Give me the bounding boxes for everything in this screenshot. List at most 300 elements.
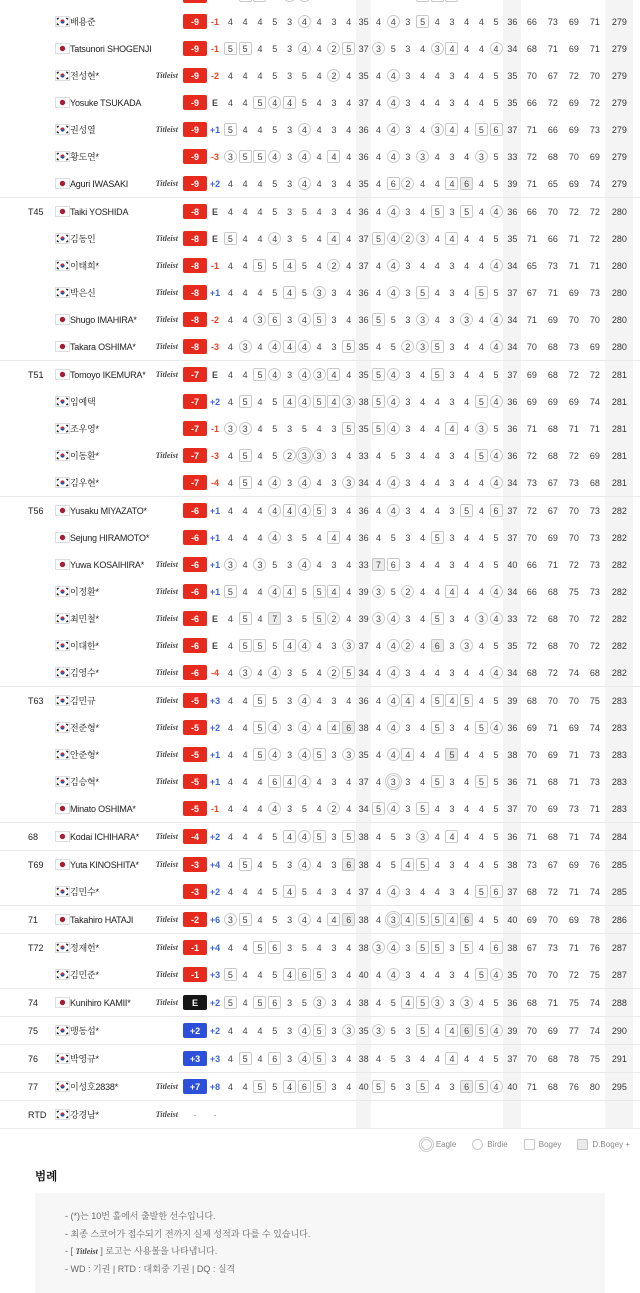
total-par-badge: -3 (183, 884, 207, 899)
hole-score-out-5: 3 (287, 997, 293, 1008)
hole-score-out-4: 5 (272, 1081, 278, 1092)
hole-score-in-9: 4 (489, 1017, 504, 1044)
player-name[interactable]: 김영수* (70, 668, 99, 678)
dbogey-icon (577, 1139, 588, 1150)
player-name[interactable]: 김우현* (70, 478, 99, 488)
hole-score-out-4: 4 (267, 741, 282, 768)
player-name[interactable]: 전성현* (70, 71, 99, 81)
hole-score-in-8: 5 (474, 1073, 489, 1100)
hole-score-in-9: 5 (493, 749, 499, 760)
today-score: +2 (209, 886, 221, 897)
total-par-badge: -7 (183, 367, 207, 382)
flag-kr-icon (54, 578, 70, 605)
hole-score-out-8: 3 (331, 124, 337, 135)
today-score: +2 (209, 1025, 221, 1036)
player-row (0, 714, 640, 741)
player-row (0, 89, 640, 116)
player-name[interactable]: 이태희* (70, 261, 99, 271)
today-score: +2 (209, 997, 221, 1008)
total-par-badge: -2 (183, 912, 207, 927)
hole-score-in-1: 4 (376, 722, 382, 733)
hole-score-out-4: 6 (267, 306, 282, 333)
round-3-score: 70 (568, 695, 579, 706)
player-name[interactable]: Yusaku MIYAZATO* (70, 505, 147, 516)
score-badge-cell (183, 442, 207, 469)
round-1-score: 70 (526, 341, 537, 352)
hole-score-in-9: 4 (489, 659, 504, 686)
out-total: 35 (356, 62, 371, 89)
player-name[interactable]: 배용준 (70, 17, 96, 27)
in-total: 34 (503, 35, 521, 62)
hole-score-in-2: 5 (390, 831, 396, 842)
total-strokes: 282 (605, 659, 633, 686)
total-strokes: 281 (605, 415, 633, 442)
hole-score-out-1: 4 (227, 369, 233, 380)
in-total: 35 (503, 632, 521, 659)
today-score: +1 (209, 559, 221, 570)
today-score: -4 (210, 667, 219, 678)
round-1-score: 70 (526, 532, 537, 543)
hole-score-in-6: 3 (449, 477, 455, 488)
hole-score-out-1: 4 (227, 942, 233, 953)
hole-score-in-4: 4 (420, 450, 426, 461)
hole-score-in-4: 5 (415, 906, 430, 933)
hole-score-in-5: 5 (430, 768, 445, 795)
hole-score-out-6: 4 (297, 906, 312, 933)
round-1-score: 66 (526, 559, 537, 570)
hole-score-out-3: 5 (253, 714, 268, 741)
player-name[interactable]: 황도연* (70, 152, 99, 162)
player-name[interactable]: 이성호2838* (70, 1082, 119, 1092)
hole-score-in-4: 4 (420, 124, 426, 135)
round-2-score: 70 (547, 206, 558, 217)
player-name[interactable]: Minato OSHIMA* (70, 803, 136, 814)
hole-score-in-1: 4 (376, 886, 382, 897)
flag-jp-icon (54, 551, 70, 578)
flag-kr-icon (54, 1045, 70, 1072)
score-badge-cell (183, 906, 207, 933)
hole-score-out-4: 4 (267, 333, 282, 360)
player-name[interactable]: 김승혁* (70, 777, 99, 787)
out-total: 35 (356, 741, 371, 768)
out-total: 40 (356, 961, 371, 988)
round-1-score: 69 (526, 722, 537, 733)
hole-score-in-7: 4 (464, 43, 470, 54)
hole-score-out-6: 6 (297, 961, 312, 988)
hole-score-in-6: 4 (445, 578, 460, 605)
titleist-ball-logo: Titleist (155, 288, 178, 297)
hole-score-out-2: 4 (242, 695, 248, 706)
round-1-score: 66 (526, 206, 537, 217)
hole-score-out-5: 3 (287, 613, 293, 624)
hole-score-out-6 (297, 1101, 312, 1128)
hole-score-in-1: 5 (371, 388, 386, 415)
round-3-score: 69 (568, 97, 579, 108)
hole-score-out-3: 3 (253, 306, 268, 333)
hole-score-out-9: 4 (346, 997, 352, 1008)
player-name[interactable]: Yosuke TSUKADA (70, 97, 142, 108)
player-name[interactable] (70, 0, 155, 8)
total-par-badge: -8 (183, 339, 207, 354)
hole-score-out-4: 5 (272, 206, 278, 217)
hole-score-in-8: 3 (474, 605, 489, 632)
player-name[interactable]: 맹동섭* (70, 1026, 99, 1036)
hole-score-out-9: 5 (341, 415, 356, 442)
hole-score-in-2: 4 (386, 632, 401, 659)
round-3-score: 69 (568, 124, 579, 135)
round-1-score: 69 (526, 914, 537, 925)
out-total: 36 (356, 687, 371, 714)
round-2-score: 72 (547, 97, 558, 108)
hole-score-out-1: 5 (223, 116, 238, 143)
today-score: -3 (210, 450, 219, 461)
hole-score-out-1: 4 (227, 831, 233, 842)
flag-jp-icon (54, 823, 70, 850)
hole-score-out-9: 4 (346, 287, 352, 298)
hole-score-out-5: 4 (282, 823, 297, 850)
player-name[interactable]: 이대한* (70, 641, 99, 651)
hole-score-in-5: 4 (434, 70, 440, 81)
hole-score-out-2: 4 (242, 287, 248, 298)
hole-score-out-4: 5 (272, 914, 278, 925)
hole-score-out-9: 4 (346, 369, 352, 380)
player-name[interactable]: Kunihiro KAMII* (70, 997, 131, 1008)
hole-score-in-7: 4 (464, 16, 470, 27)
hole-score-in-4: 4 (420, 667, 426, 678)
hole-score-in-8: 4 (478, 914, 484, 925)
total-strokes: 285 (605, 851, 633, 878)
player-row (0, 878, 640, 905)
today-score: +3 (209, 969, 221, 980)
hole-score-in-5: 5 (430, 934, 445, 961)
player-name[interactable]: 박영규* (70, 1054, 99, 1064)
hole-score-out-4: 6 (267, 1045, 282, 1072)
round-4-score: 75 (589, 969, 600, 980)
hole-score-in-6: 3 (449, 942, 455, 953)
hole-score-in-1: 5 (371, 225, 386, 252)
hole-score-out-7: 4 (316, 477, 322, 488)
hole-score-in-1: 4 (376, 70, 382, 81)
hole-score-out-8: 3 (331, 969, 337, 980)
player-name[interactable]: Kodai ICHIHARA* (70, 831, 140, 842)
hole-score-in-9: 5 (493, 532, 499, 543)
titleist-ball-logo: Titleist (155, 587, 178, 596)
today-score: - (213, 1109, 217, 1120)
hole-score-in-2: 4 (386, 714, 401, 741)
hole-score-in-2: 5 (390, 314, 396, 325)
hole-score-in-7: 4 (464, 369, 470, 380)
hole-score-in-3: 3 (405, 803, 411, 814)
round-2-score: 71 (547, 43, 558, 54)
hole-score-in-2: 4 (386, 225, 401, 252)
total-strokes: 279 (605, 89, 633, 116)
hole-score-in-5: 4 (434, 1025, 440, 1036)
player-name[interactable]: 이동환* (70, 451, 99, 461)
hole-score-in-3: 3 (405, 97, 411, 108)
flag-jp-icon (54, 497, 70, 524)
hole-score-in-8: 4 (478, 640, 484, 651)
hole-score-in-8: 5 (474, 714, 489, 741)
hole-score-out-7: 4 (316, 70, 322, 81)
hole-score-in-9: 5 (493, 640, 499, 651)
hole-score-in-1: 4 (376, 749, 382, 760)
hole-score-out-1: 4 (227, 1025, 233, 1036)
hole-score-out-1: 4 (227, 803, 233, 814)
hole-score-out-9: 4 (346, 559, 352, 570)
out-total: 34 (356, 659, 371, 686)
total-strokes: 280 (605, 306, 633, 333)
hole-score-out-7: 4 (316, 206, 322, 217)
hole-score-out-5 (282, 1101, 297, 1128)
hole-score-out-8: 3 (331, 178, 337, 189)
round-3-score: 76 (568, 1081, 579, 1092)
round-4-score (584, 0, 605, 8)
hole-score-in-7: 3 (459, 632, 474, 659)
hole-score-out-1: 5 (223, 578, 238, 605)
out-total: 37 (356, 252, 371, 279)
player-name[interactable]: Yuwa KOSAIHIRA* (70, 559, 145, 570)
hole-score-out-1: 5 (223, 225, 238, 252)
hole-score-in-3: 2 (401, 333, 416, 360)
player-name[interactable]: Taiki YOSHIDA (70, 206, 129, 217)
total-par-badge: +3 (183, 1051, 207, 1066)
player-name[interactable]: 권성열 (70, 125, 96, 135)
hole-score-out-9: 4 (346, 233, 352, 244)
flag-kr-icon (54, 714, 70, 741)
today-score: -2 (210, 70, 219, 81)
hole-score-out-8: 3 (331, 477, 337, 488)
hole-score-out-7: 5 (312, 823, 327, 850)
player-row (0, 197, 640, 225)
hole-score-in-7: 4 (464, 969, 470, 980)
player-name[interactable]: Yuta KINOSHITA* (70, 859, 139, 870)
today-score: -1 (210, 803, 219, 814)
score-badge-cell (183, 714, 207, 741)
hole-score-out-2: 4 (242, 1081, 248, 1092)
hole-score-out-7: 5 (312, 497, 327, 524)
total-strokes: 288 (605, 989, 633, 1016)
rank: T63 (28, 695, 44, 706)
round-2-score: 68 (547, 586, 558, 597)
round-2-score: 73 (547, 260, 558, 271)
titleist-ball-logo: Titleist (155, 234, 178, 243)
hole-score-in-9: 5 (493, 70, 499, 81)
score-badge-cell (183, 388, 207, 415)
ball-logo-empty (155, 1017, 183, 1044)
hole-score-out-8: 2 (327, 659, 342, 686)
hole-score-in-3: 4 (401, 741, 416, 768)
rank: RTD (28, 1109, 47, 1120)
hole-score-in-2: 4 (386, 961, 401, 988)
in-total: 37 (503, 1045, 521, 1072)
round-2-score: 70 (547, 695, 558, 706)
in-total: 37 (503, 116, 521, 143)
hole-score-out-1: 4 (227, 97, 233, 108)
hole-score-out-9: 4 (346, 803, 352, 814)
today-score: +8 (209, 1081, 221, 1092)
player-name[interactable]: 김동인 (70, 234, 96, 244)
hole-score-out-6: 4 (297, 8, 312, 35)
hole-score-out-2: 4 (242, 722, 248, 733)
player-name[interactable]: Shugo IMAHIRA* (70, 314, 137, 325)
round-4-score: 80 (589, 1081, 600, 1092)
hole-score-out-4: 4 (267, 89, 282, 116)
out-total: 36 (356, 279, 371, 306)
player-name[interactable]: 김민준* (70, 970, 99, 980)
player-name[interactable]: 강경남* (70, 1110, 99, 1120)
hole-score-in-3: 2 (401, 225, 416, 252)
hole-score-in-8: 4 (478, 1053, 484, 1064)
hole-score-out-4: 6 (267, 989, 282, 1016)
round-3-score: 69 (568, 16, 579, 27)
rank (28, 524, 54, 551)
hole-score-in-3: 3 (405, 613, 411, 624)
hole-score-in-2: 4 (386, 143, 401, 170)
total-strokes: 280 (605, 333, 633, 360)
out-total: 35 (356, 361, 371, 388)
note-line: - 최종 스코어가 접수되기 전까지 실제 성적과 다를 수 있습니다. (65, 1228, 311, 1239)
ball-logo-empty (155, 415, 183, 442)
hole-score-out-8: 3 (331, 206, 337, 217)
player-name[interactable]: 전준형* (70, 723, 99, 733)
eagle-icon (421, 1139, 432, 1150)
hole-score-out-3: 5 (253, 89, 268, 116)
hole-score-out-2 (238, 1101, 253, 1128)
today-score: +4 (209, 942, 221, 953)
player-name[interactable]: 최민철* (70, 614, 99, 624)
round-3-score: 70 (568, 151, 579, 162)
hole-score-in-6: 3 (449, 886, 455, 897)
hole-score-out-3 (253, 1101, 268, 1128)
ball-logo-empty (155, 0, 183, 8)
hole-score-in-4: 4 (420, 559, 426, 570)
player-name[interactable]: Takara OSHIMA* (70, 341, 136, 352)
score-badge-cell (183, 0, 207, 8)
hole-score-in-7: 4 (464, 423, 470, 434)
hole-score-in-8: 4 (478, 803, 484, 814)
hole-score-out-1: 4 (227, 776, 233, 787)
total-par-badge: -1 (183, 967, 207, 982)
hole-score-in-2 (386, 1101, 401, 1128)
hole-score-out-5: 3 (287, 477, 293, 488)
hole-score-out-6: 5 (301, 886, 307, 897)
rank (28, 8, 54, 35)
player-name[interactable]: Tomoyo IKEMURA* (70, 369, 146, 380)
hole-score-in-8: 4 (478, 43, 484, 54)
round-1-score: 72 (526, 613, 537, 624)
player-name[interactable]: 조우영* (70, 424, 99, 434)
hole-score-in-7 (459, 1101, 474, 1128)
hole-score-out-3: 4 (257, 831, 263, 842)
hole-score-out-5: 3 (287, 16, 293, 27)
in-total: 34 (503, 659, 521, 686)
hole-score-in-5: 5 (430, 714, 445, 741)
hole-score-in-1: 4 (376, 831, 382, 842)
rank: 77 (28, 1081, 39, 1092)
round-3-score: 74 (568, 667, 579, 678)
player-name[interactable]: 안준형* (70, 750, 99, 760)
player-name[interactable]: Takahiro HATAJI (70, 914, 134, 925)
hole-score-in-1: 5 (371, 415, 386, 442)
round-4-score: 74 (589, 831, 600, 842)
round-1-score: 70 (526, 1053, 537, 1064)
out-total: 38 (356, 851, 371, 878)
hole-score-in-7: 5 (459, 687, 474, 714)
hole-score-out-7: 4 (316, 151, 322, 162)
player-name[interactable]: 박은신 (70, 288, 96, 298)
player-name[interactable]: 이정환* (70, 587, 99, 597)
hole-score-out-6: 4 (297, 35, 312, 62)
player-row (0, 35, 640, 62)
hole-score-in-5: 5 (430, 361, 445, 388)
hole-score-in-1: 4 (376, 914, 382, 925)
hole-score-out-9: 3 (341, 388, 356, 415)
flag-kr-icon (54, 116, 70, 143)
out-total: 35 (356, 415, 371, 442)
rank (28, 89, 54, 116)
player-name[interactable]: Tatsunori SHOGENJI (70, 43, 152, 54)
player-name[interactable]: 정재헌* (70, 943, 99, 953)
hole-score-in-1: 3 (371, 35, 386, 62)
player-name[interactable]: Sejung HIRAMOTO* (70, 532, 150, 543)
hole-score-in-1: 4 (376, 178, 382, 189)
hole-score-out-7: 3 (312, 989, 327, 1016)
hole-score-out-6: 5 (301, 803, 307, 814)
hole-score-in-7: 4 (464, 559, 470, 570)
hole-score-in-3: 3 (405, 667, 411, 678)
legend-dbogey: D.Bogey + (577, 1139, 630, 1150)
hole-score-in-8: 5 (474, 442, 489, 469)
player-name[interactable]: 임예택 (70, 397, 96, 407)
player-row (0, 578, 640, 605)
hole-score-in-2: 4 (386, 687, 401, 714)
hole-score-in-5: 4 (434, 586, 440, 597)
titleist-ball-logo: Titleist (155, 614, 178, 623)
hole-score-out-1: 4 (227, 341, 233, 352)
hole-score-out-6: 5 (301, 233, 307, 244)
out-total: 38 (356, 823, 371, 850)
hole-score-in-5: 3 (430, 35, 445, 62)
hole-score-out-6: 4 (297, 741, 312, 768)
hole-score-in-9: 6 (489, 497, 504, 524)
hole-score-in-6: 4 (445, 687, 460, 714)
hole-score-out-9: 3 (341, 1017, 356, 1044)
player-name[interactable]: Aguri IWASAKI (70, 178, 129, 189)
hole-score-in-1: 4 (376, 640, 382, 651)
in-total: 36 (503, 388, 521, 415)
hole-score-out-5: 4 (282, 89, 297, 116)
legend-bogey: Bogey (524, 1139, 562, 1150)
hole-score-out-9: 4 (346, 1053, 352, 1064)
player-name[interactable]: 김민규 (70, 696, 96, 706)
round-4-score: 72 (589, 369, 600, 380)
score-badge-cell (183, 1073, 207, 1100)
hole-score-out-4: 4 (267, 578, 282, 605)
hole-score-in-6: 3 (449, 640, 455, 651)
hole-score-out-4: 4 (267, 524, 282, 551)
player-row (0, 1100, 640, 1128)
hole-score-out-5: 4 (282, 497, 297, 524)
out-total: 33 (356, 551, 371, 578)
hole-score-out-3: 4 (257, 586, 263, 597)
hole-score-in-7: 4 (464, 776, 470, 787)
hole-score-out-7: 4 (316, 559, 322, 570)
today-score: -3 (210, 151, 219, 162)
hole-score-in-2: 4 (386, 361, 401, 388)
hole-score-out-3: 4 (257, 667, 263, 678)
player-name[interactable]: 김민수* (70, 887, 99, 897)
out-total: 37 (356, 632, 371, 659)
